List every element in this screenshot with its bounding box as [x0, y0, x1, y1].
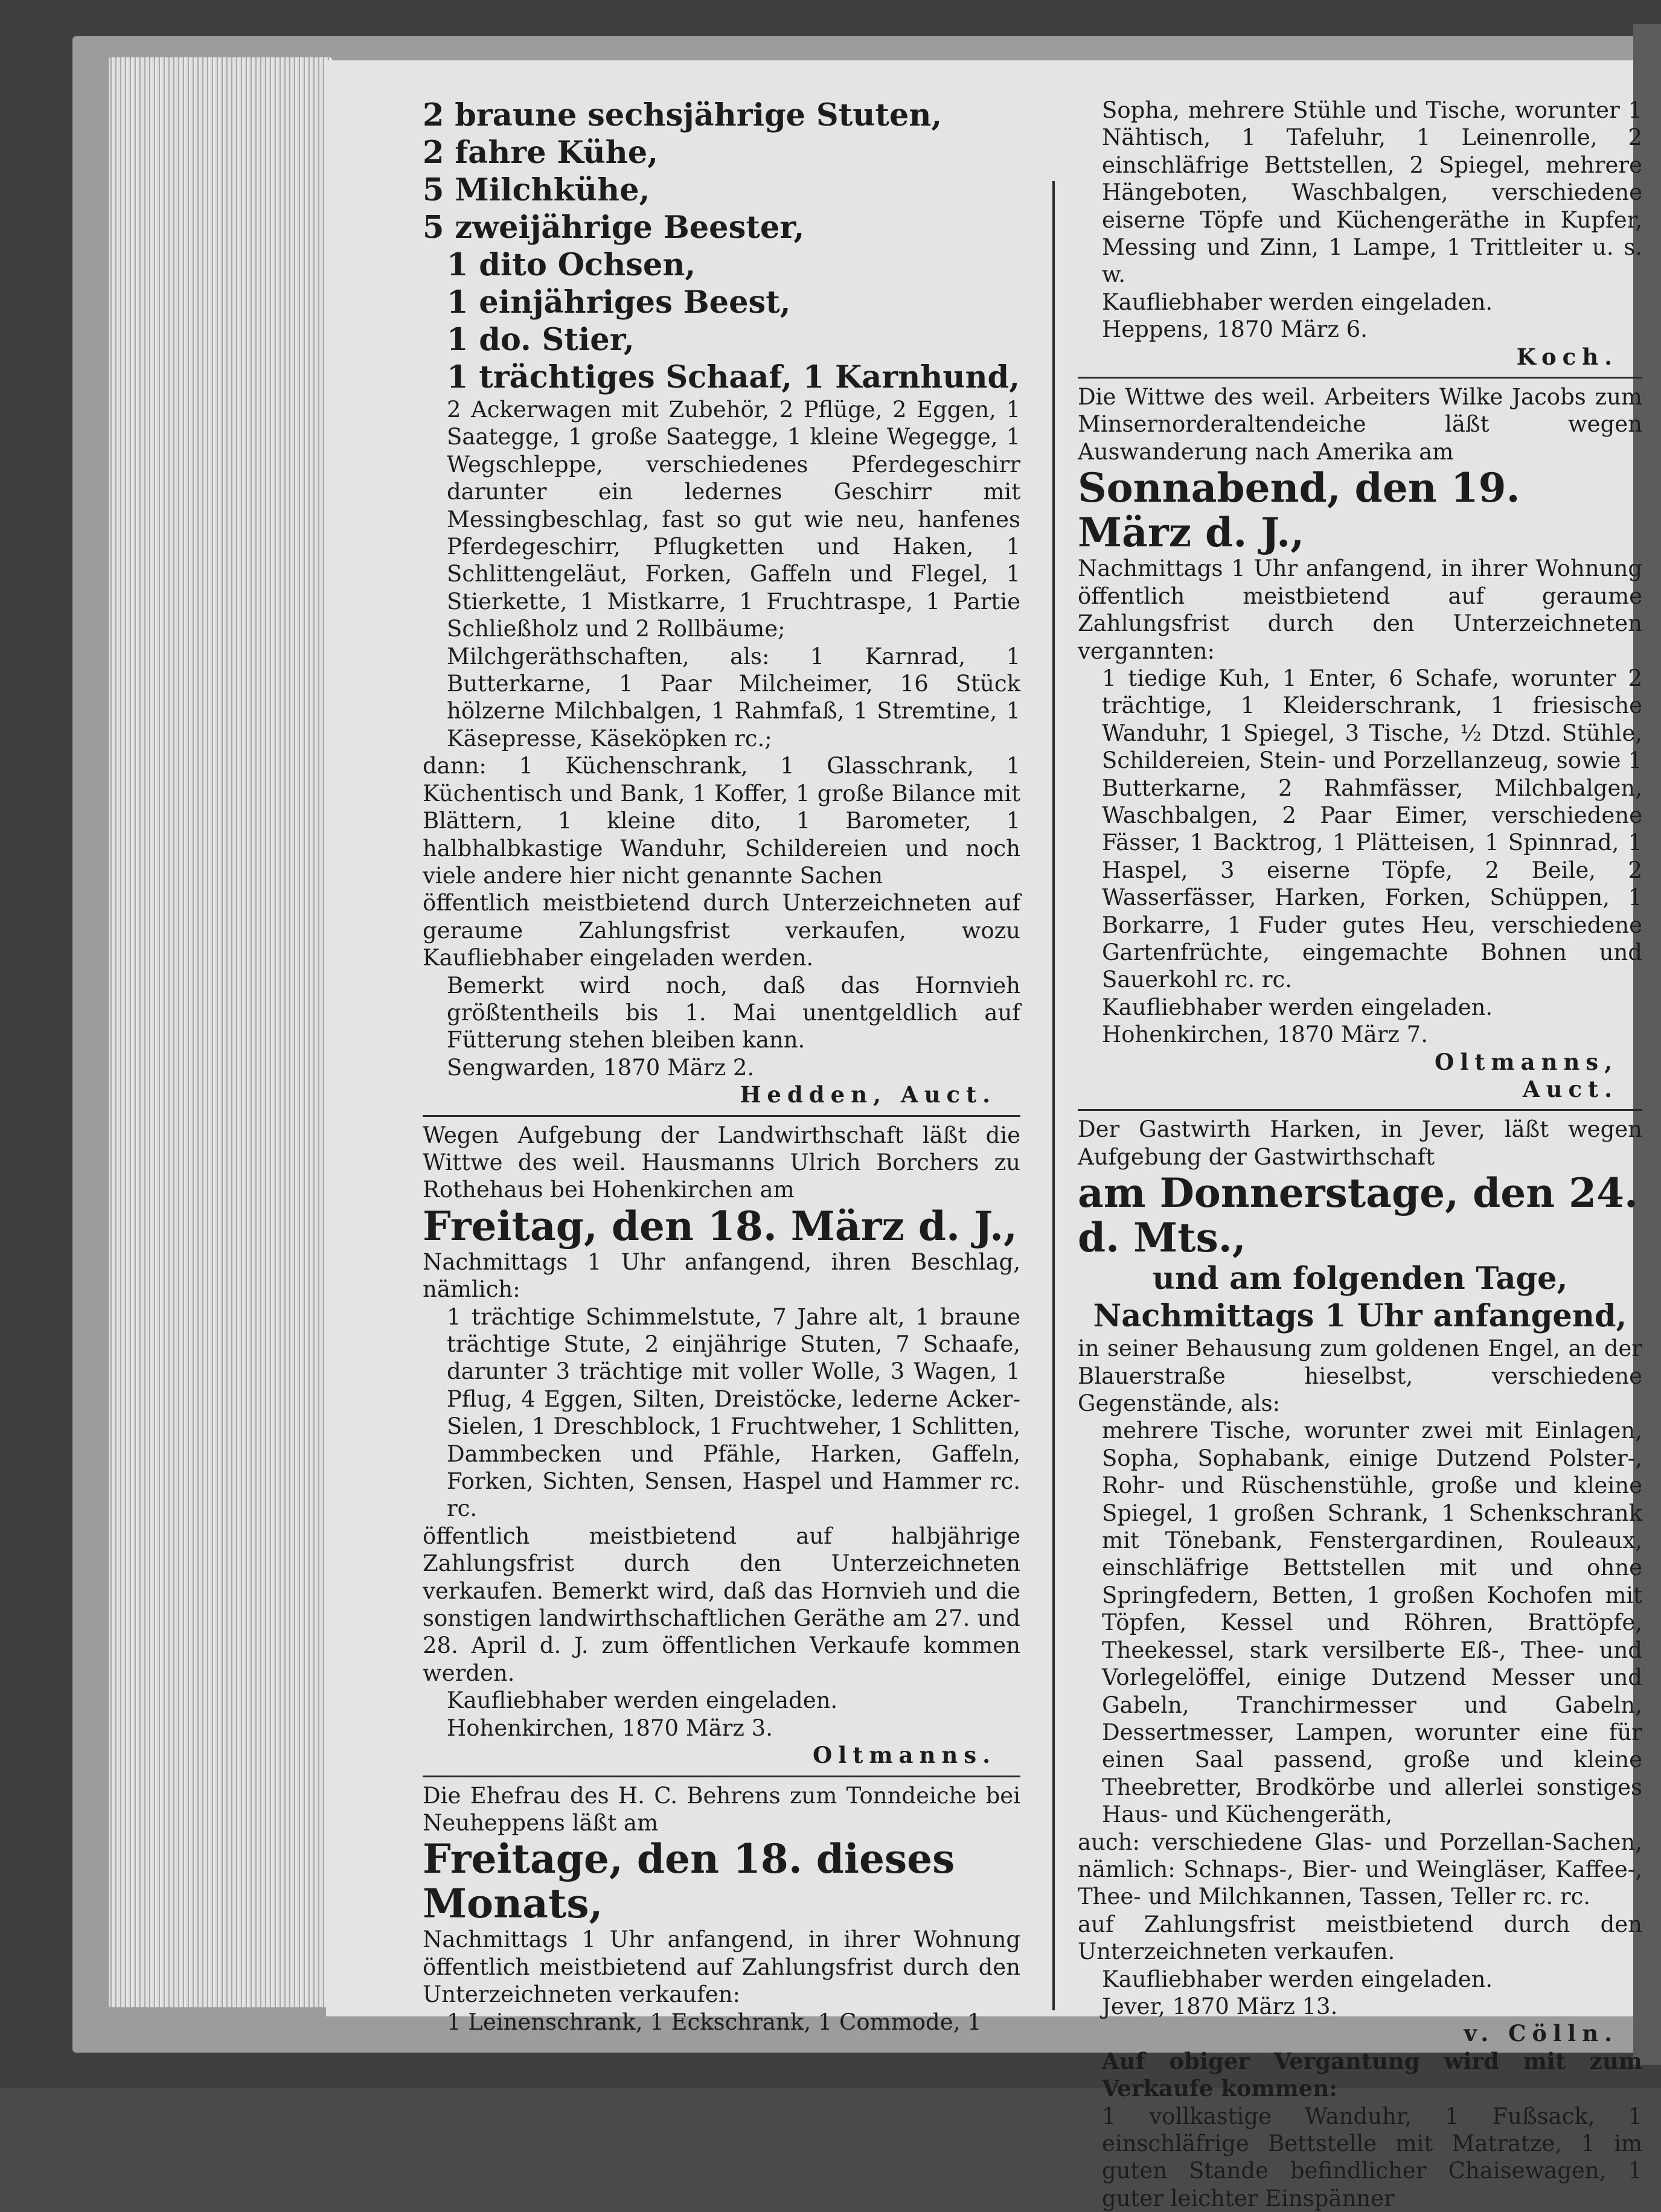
sale-terms: öffentlich meistbietend auf halbjährige Zahlungsfrist durch den Unterzeichneten verkaufen. Bemerkt wird, daß das Hornvieh und die sonstigen landwirthschaftlichen Geräthe am 27. und 28. April d. J. zum öffentlichen Verkaufe kommen werden.	[423, 1523, 1020, 1686]
invitation: Kaufliebhaber werden eingeladen.	[447, 1687, 838, 1714]
ad-intro: Der Gastwirth Harken, in Jever, läßt wegen Aufgebung der Gastwirthschaft	[1078, 1116, 1642, 1170]
place-date: Sengwarden, 1870 März 2.	[447, 1054, 755, 1081]
livestock-line: 1 dito Ochsen,	[447, 247, 696, 283]
auctioneer-signature: Oltmanns,	[1434, 1048, 1618, 1075]
livestock-line: 5 Milchkühe,	[423, 172, 650, 208]
item-list-also: auch: verschiedene Glas- und Porzellan-Sachen, nämlich: Schnaps-, Bier- und Weingläser, Kaffee-, Thee- und Milchkannen, Tassen, Teller rc. rc.	[1078, 1829, 1642, 1910]
livestock-line: 1 einjähriges Beest,	[447, 284, 791, 321]
equipment-list: 2 Ackerwagen mit Zubehör, 2 Pflüge, 2 Eggen, 1 Saategge, 1 große Saategge, 1 kleine Wegegge, 1 Wegschleppe, verschiedenes Pferdegeschirr darunter ein ledernes Geschirr mit Messingbeschlag, fast so gut wie neu, hanfenes Pferdegeschirr, Pflugketten und Haken, 1 Schlittengeläut, Forken, Gaffeln und Flegel, 1 Stierkette, 1 Mistkarre, 1 Fruchtraspe, 1 Partie Schließholz und 2 Rollbäume;	[447, 397, 1020, 642]
sale-time-headline: Nachmittags 1 Uhr anfangend,	[1093, 1298, 1627, 1335]
dairy-list: Milchgeräthschaften, als: 1 Karnrad, 1 Butterkarne, 1 Paar Milcheimer, 16 Stück hölzerne Milchbalgen, 1 Rahmfaß, 1 Stremtine, 1 Käsepresse, Käseköpken rc.;	[447, 643, 1020, 752]
place-date: Jever, 1870 März 13.	[1102, 1993, 1338, 2019]
sale-time: Nachmittags 1 Uhr anfangend, ihren Beschlag, nämlich:	[423, 1248, 1020, 1303]
place-date: Heppens, 1870 März 6.	[1102, 316, 1368, 343]
place-date: Hohenkirchen, 1870 März 3.	[447, 1715, 773, 1741]
column-divider	[1052, 181, 1055, 2010]
livestock-line: 2 fahre Kühe,	[423, 135, 658, 171]
livestock-line: 5 zweijährige Beester,	[423, 209, 805, 246]
auctioneer-signature: Koch.	[1516, 343, 1618, 370]
ad-sengwarden	[423, 97, 1020, 1109]
livestock-line: 2 braune sechsjährige Stuten,	[423, 97, 943, 133]
sale-terms: öffentlich meistbietend durch Unterzeichneten auf geraume Zahlungsfrist verkaufen, wozu Kaufliebhaber eingeladen werden.	[423, 890, 1020, 971]
ad-minsen	[1078, 383, 1642, 1103]
sale-text: Nachmittags 1 Uhr anfangend, in ihrer Wohnung öffentlich meistbietend auf Zahlungsfrist durch den Unterzeichneten verkaufen:	[423, 1926, 1020, 2008]
sale-date-headline: Freitag, den 18. März d. J.,	[423, 1202, 1018, 1250]
right-column	[1078, 97, 1642, 2212]
item-list: 1 tiedige Kuh, 1 Enter, 6 Schafe, worunter 2 trächtige, 1 Kleiderschrank, 1 friesische Wanduhr, 1 Spiegel, 3 Tische, ½ Dtzd. Stühle, Schildereien, Stein- und Porzellanzeug, sowie 1 Butterkarne, 2 Rahmfässer, Milchbalgen, Waschbalgen, 2 Paar Eimer, verschiedene Fässer, 1 Backtrog, 1 Plätteisen, 1 Spinnrad, 1 Haspel, 3 eiserne Töpfe, 2 Beile, 2 Wasserfässer, Harken, Forken, Schüppen, 1 Borkarre, 1 Fuder gutes Heu, verschiedene Gartenfrüchte, eingemachte Bohnen und Sauerkohl rc. rc.	[1102, 665, 1642, 993]
sale-text: in seiner Behausung zum goldenen Engel, an der Blauerstraße hieselbst, verschiedene Gegenstände, als:	[1078, 1335, 1642, 1417]
invitation: Kaufliebhaber werden eingeladen.	[1102, 1966, 1493, 1992]
left-column	[423, 97, 1020, 2036]
sale-date-headline: Freitage, den 18. dieses Monats,	[423, 1835, 955, 1928]
ad-separator	[423, 1776, 1020, 1777]
ad-intro: Die Wittwe des weil. Arbeiters Wilke Jacobs zum Minsernorderaltendeiche läßt wegen Auswanderung nach Amerika am	[1078, 384, 1642, 465]
ad-intro: Wegen Aufgebung der Landwirthschaft läßt die Wittwe des weil. Hausmanns Ulrich Borchers zu Rothehaus bei Hohenkirchen am	[423, 1122, 1020, 1203]
ad-tonndeich-continued	[1078, 97, 1642, 371]
place-date: Hohenkirchen, 1870 März 7.	[1102, 1021, 1428, 1048]
sale-date-headline: und am folgenden Tage,	[1152, 1261, 1568, 1297]
ad-separator	[1078, 377, 1642, 379]
note-text: Bemerkt wird noch, daß das Hornvieh größtentheils bis 1. Mai unentgeldlich auf Fütterung stehen bleiben kann.	[447, 972, 1020, 1053]
invitation: Kaufliebhaber werden eingeladen.	[1102, 289, 1493, 315]
item-list: 1 Leinenschrank, 1 Eckschrank, 1 Commode, 1	[447, 2009, 982, 2035]
auctioneer-signature: Oltmanns.	[812, 1742, 996, 1769]
ad-separator	[1078, 1109, 1642, 1111]
ad-intro: Die Ehefrau des H. C. Behrens zum Tonndeiche bei Neuheppens läßt am	[423, 1782, 1020, 1836]
item-list: Sopha, mehrere Stühle und Tische, worunter 1 Nähtisch, 1 Tafeluhr, 1 Leinenrolle, 2 einschläfrige Bettstellen, 2 Spiegel, mehrere Hängeboten, Waschbalgen, verschiedene eiserne Töpfe und Küchengeräthe in Kupfer, Messing und Zinn, 1 Lampe, 1 Trittleiter u. s. w.	[1102, 97, 1642, 288]
sale-date-headline: am Donnerstage, den 24. d. Mts.,	[1078, 1169, 1638, 1262]
sale-text: Nachmittags 1 Uhr anfangend, in ihrer Wohnung öffentlich meistbietend auf geraume Zahlungsfrist durch den Unterzeichneten vergannten:	[1078, 555, 1642, 664]
auctioneer-title: Auct.	[1522, 1076, 1618, 1102]
invitation: Kaufliebhaber werden eingeladen.	[1102, 994, 1493, 1020]
livestock-line: 1 trächtiges Schaaf, 1 Karnhund,	[447, 359, 1020, 395]
household-list: dann: 1 Küchenschrank, 1 Glasschrank, 1 Küchentisch und Bank, 1 Koffer, 1 große Bilance mit Blättern, 1 kleine dito, 1 Barometer, 1 halbhalbkastige Wanduhr, Schildereien und noch viele andere hier nicht genannte Sachen	[423, 753, 1020, 889]
item-list: 1 trächtige Schimmelstute, 7 Jahre alt, 1 braune trächtige Stute, 2 einjährige Stuten, 7 Schaafe, darunter 3 trächtige mit voller Wolle, 3 Wagen, 1 Pflug, 4 Eggen, Silten, Dreistöcke, lederne Acker-Sielen, 1 Dreschblock, 1 Fruchtweher, 1 Schlitten, Dammbecken und Pfähle, Harken, Gaffeln, Forken, Sichten, Sensen, Haspel und Hammer rc. rc.	[447, 1303, 1020, 1522]
addendum-text: Auf obiger Vergantung wird mit zum Verkaufe kommen:	[1102, 2047, 1642, 2102]
auctioneer-signature: Hedden, Auct.	[740, 1081, 996, 1108]
addendum-items: 1 vollkastige Wanduhr, 1 Fußsack, 1 einschläfrige Bettstelle mit Matratze, 1 im guten Stande befindlicher Chaisewagen, 1 guter leichter Einspänner	[1102, 2103, 1642, 2211]
ad-rothehaus	[423, 1122, 1020, 1769]
ad-tonndeich	[423, 1782, 1020, 2036]
sale-terms: auf Zahlungsfrist meistbietend durch den Unterzeichneten verkaufen.	[1078, 1911, 1642, 1965]
ad-jever	[1078, 1116, 1642, 2212]
sale-date-headline: Sonnabend, den 19. März d. J.,	[1078, 464, 1520, 557]
ad-separator	[423, 1115, 1020, 1117]
livestock-line: 1 do. Stier,	[447, 322, 635, 358]
page-stack-edge	[109, 57, 332, 2007]
item-list: mehrere Tische, worunter zwei mit Einlagen, Sopha, Sophabank, einige Dutzend Polster-, Rohr- und Rüschenstühle, große und kleine Spiegel, 1 großen Schrank, 1 Schenkschrank mit Tönebank, Fenstergardinen, Rouleaux, einschläfrige Bettstellen mit und ohne Springfedern, Betten, 1 großen Kochofen mit Töpfen, Kessel und Röhren, Brattöpfe, Theekessel, stark versilberte Eß-, Thee- und Vorlegelöffel, einige Dutzend Messer und Gabeln, Tranchirmesser und Gabeln, Dessertmesser, Lampen, worunter eine für einen Saal passend, große und kleine Theebretter, Brodkörbe und allerlei sonstiges Haus- und Küchengeräth,	[1102, 1418, 1642, 1828]
auctioneer-signature: v. Cölln.	[1464, 2020, 1618, 2047]
